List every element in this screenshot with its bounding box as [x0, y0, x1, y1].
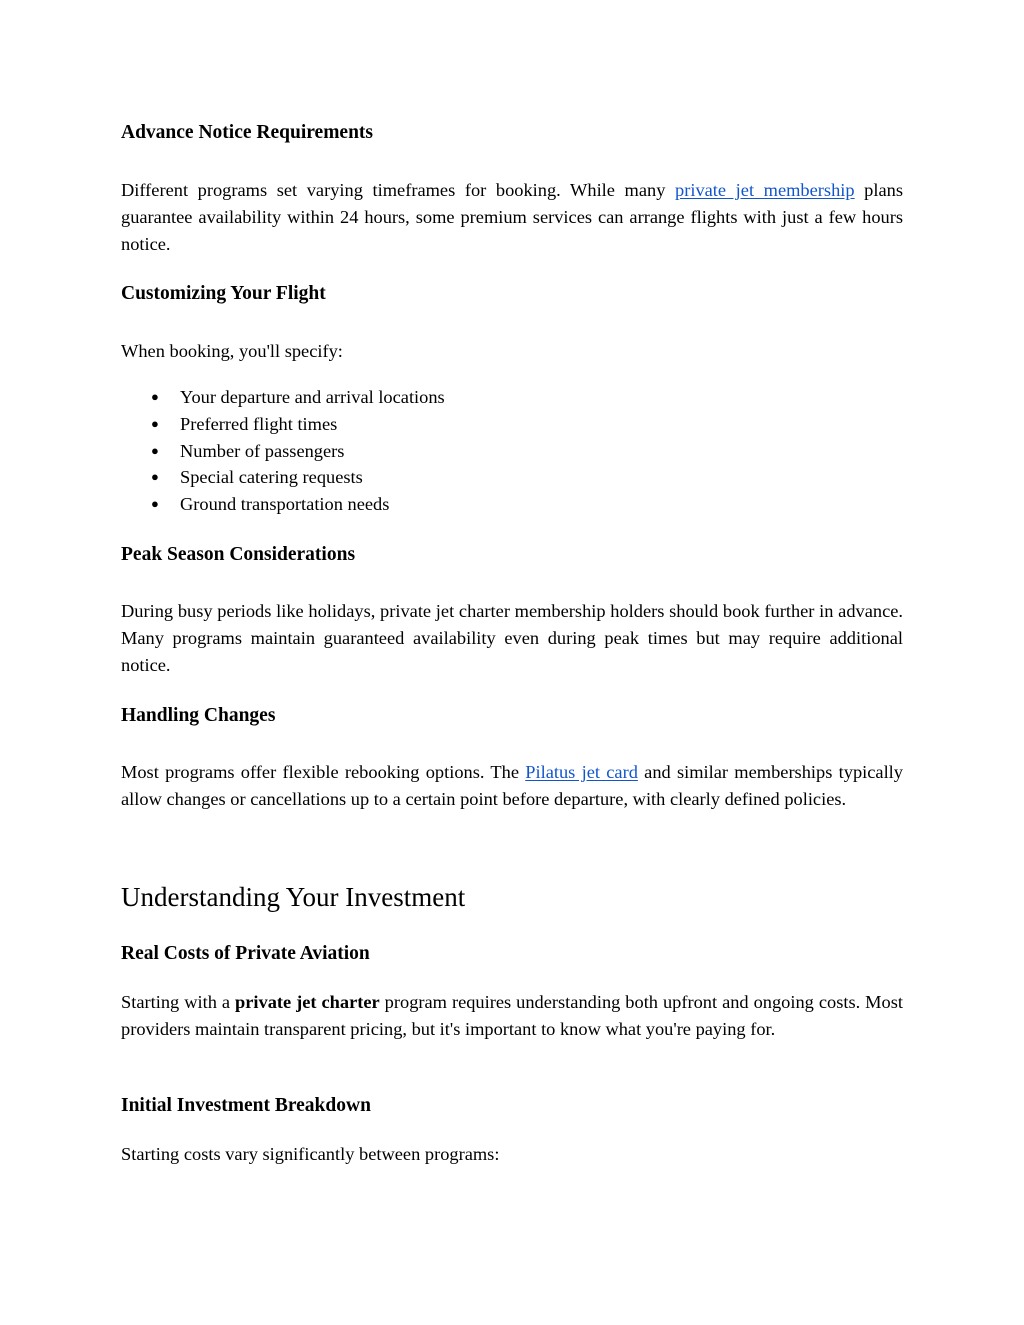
bullet-icon: ●	[151, 442, 159, 458]
handling-changes-text-end: and similar memberships typically allow changes or cancellations up to a certain point before departure, with clearly defined policies.	[121, 762, 903, 809]
heading-handling-changes: Handling Changes	[121, 705, 276, 726]
link-pilatus-jet-card[interactable]: Pilatus jet card	[525, 762, 638, 782]
paragraph-initial-investment: Starting costs vary significantly between programs:	[121, 1144, 500, 1164]
handling-changes-text-start: Most programs offer flexible rebooking options. The	[121, 762, 526, 782]
bullet-icon: ●	[151, 389, 159, 404]
advance-notice-text-start: Different programs set varying timeframes for booking. While many	[121, 180, 676, 200]
heading-initial-investment: Initial Investment Breakdown	[121, 1095, 371, 1116]
list-item	[121, 438, 445, 465]
paragraph-real-costs	[121, 989, 903, 1043]
bullet-icon: ●	[151, 469, 159, 485]
section-title-investment: Understanding Your Investment	[121, 882, 466, 912]
bold-private-jet-charter: private jet charter	[235, 992, 380, 1012]
list-item-text: Your departure and arrival locations	[180, 387, 445, 407]
bullet-icon: ●	[151, 415, 159, 431]
heading-customizing-flight: Customizing Your Flight	[121, 283, 326, 304]
list-item	[121, 491, 445, 518]
real-costs-text-end: program requires understanding both upfront and ongoing costs. Most providers maintain transparent pricing, but it's important to know what you're paying for.	[121, 992, 903, 1039]
advance-notice-text-end: plans guarantee availability within 24 hours, some premium services can arrange flights with just a few hours notice.	[121, 180, 903, 254]
bullet-list-booking-details	[121, 384, 445, 518]
paragraph-peak-season: During busy periods like holidays, private jet charter membership holders should book further in advance. Many programs maintain guaranteed availability even during peak times but may require additional notice.	[121, 601, 903, 675]
paragraph-advance-notice	[121, 177, 903, 257]
bullet-icon: ●	[151, 496, 159, 512]
list-item	[121, 384, 445, 411]
list-item	[121, 464, 445, 491]
link-private-jet-membership[interactable]: private jet membership	[675, 180, 855, 200]
paragraph-booking-intro: When booking, you'll specify:	[121, 341, 343, 361]
list-item-text: Ground transportation needs	[180, 494, 390, 515]
paragraph-handling-changes	[121, 759, 903, 813]
list-item-text: Number of passengers	[180, 440, 345, 461]
heading-advance-notice: Advance Notice Requirements	[121, 122, 374, 143]
list-item-text: Preferred flight times	[180, 413, 338, 434]
list-item	[121, 411, 445, 438]
heading-peak-season: Peak Season Considerations	[121, 544, 356, 565]
list-item-text: Special catering requests	[180, 467, 363, 488]
real-costs-text-start: Starting with a	[121, 992, 235, 1012]
heading-real-costs: Real Costs of Private Aviation	[121, 943, 370, 964]
